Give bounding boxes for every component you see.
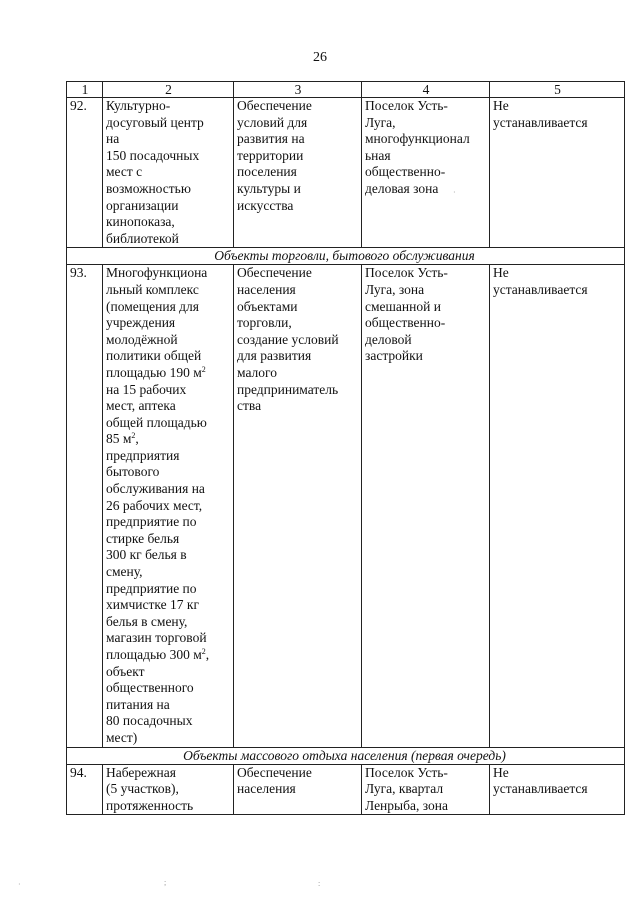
cell-line: химчистке 17 кг [106, 597, 199, 613]
page-number: 26 [313, 50, 327, 65]
cell-line: Не [493, 98, 509, 113]
cell-line: многофункционал [365, 131, 470, 147]
cell-line: мест) [106, 729, 138, 745]
cell-line: создание условий [237, 331, 339, 347]
cell-line: мест с [106, 164, 143, 180]
table-row [67, 98, 625, 248]
header-cell: 2 [103, 82, 234, 98]
cell-line: объект [106, 663, 145, 679]
table-cell [234, 98, 362, 248]
cell-line: малого [237, 364, 277, 380]
cell-line: условий для [237, 114, 308, 130]
table-cell [234, 265, 362, 747]
table-cell [234, 764, 362, 815]
cell-line: населения [237, 281, 296, 297]
cell-line: устанавливается [493, 114, 588, 130]
cell-line: Поселок Усть- [365, 764, 448, 780]
cell-line: (5 участков), [106, 781, 179, 797]
section-row [67, 248, 625, 265]
cell-line: 85 $м^2$, [106, 431, 139, 447]
cell-line: льный комплекс [106, 281, 199, 297]
cell-line: Луга, [365, 114, 396, 130]
cell-line: 80 посадочных [106, 713, 193, 729]
cell-line: устанавливается [493, 781, 588, 797]
cell-line: искусства [237, 197, 294, 213]
table-cell [103, 98, 234, 248]
cell-line: Луга, зона [365, 281, 425, 297]
cell-line: ьная [365, 147, 391, 163]
table-cell [103, 764, 234, 815]
cell-line: 26 рабочих мест, [106, 497, 203, 513]
document-table [66, 81, 625, 815]
table-cell [362, 764, 490, 815]
scan-speck: ; [164, 878, 167, 887]
cell-line: Не [493, 265, 509, 281]
cell-line: протяженность [106, 797, 194, 813]
cell-line: застройки [365, 348, 423, 364]
table-cell [490, 265, 625, 747]
cell-line: общественного [106, 680, 194, 696]
cell-line: площадью 190 $м^2$ [106, 364, 206, 380]
cell-line: предприятия [106, 447, 180, 463]
table-cell [490, 764, 625, 815]
cell-line: питания на [106, 696, 170, 712]
cell-line: Многофункциона [106, 265, 208, 281]
section-title: Объекты торговли, бытового обслуживания [67, 248, 625, 265]
cell-line: ства [237, 398, 262, 414]
cell-line: Обеспечение [237, 98, 312, 113]
cell-line: обслуживания на [106, 481, 205, 497]
cell-line: белья в смену, [106, 613, 188, 629]
cell-line: организации [106, 197, 179, 213]
cell-line: объектами [237, 298, 298, 314]
cell-line: Поселок Усть- [365, 265, 448, 281]
cell-line: (помещения для [106, 298, 199, 314]
cell-line: мест, аптека [106, 398, 176, 414]
header-cell: 1 [67, 82, 103, 98]
cell-line: площадью 300 $м^2$, [106, 647, 210, 662]
scan-speck: · [18, 880, 21, 889]
cell-line: для развития [237, 348, 312, 364]
cell-line: библиотекой [106, 230, 179, 246]
section-row [67, 747, 625, 764]
cell-line: развития на [237, 131, 305, 147]
row-number: 94. [67, 764, 103, 815]
header-row [67, 82, 625, 98]
cell-line: общественно- [365, 164, 446, 180]
table-row [67, 764, 625, 815]
scan-speck: · [453, 188, 456, 197]
cell-line: 150 посадочных [106, 147, 200, 163]
cell-line: возможностью [106, 180, 191, 196]
cell-line: населения [237, 781, 296, 797]
cell-line: устанавливается [493, 281, 588, 297]
row-number: 93. [67, 265, 103, 747]
cell-line: бытового [106, 464, 160, 480]
table-cell [362, 98, 490, 248]
cell-line: Ленрыба, зона [365, 797, 448, 813]
cell-line: Не [493, 764, 509, 780]
table-cell [362, 265, 490, 747]
cell-line: Обеспечение [237, 764, 312, 780]
cell-line: смену, [106, 564, 143, 580]
header-cell: 5 [490, 82, 625, 98]
row-number: 92. [67, 98, 103, 248]
cell-line: политики общей [106, 348, 202, 364]
table-cell [103, 265, 234, 747]
cell-line: досуговый центр [106, 114, 204, 130]
cell-line: предприятие по [106, 514, 197, 530]
cell-line: общественно- [365, 315, 446, 331]
cell-line: Луга, квартал [365, 781, 444, 797]
cell-line: Культурно- [106, 98, 171, 113]
cell-line: общей площадью [106, 414, 207, 430]
cell-line: на [106, 131, 120, 147]
table-row [67, 265, 625, 747]
cell-line: смешанной и [365, 298, 441, 314]
cell-line: Набережная [106, 764, 176, 780]
scan-speck: : [318, 879, 321, 888]
cell-line: деловая зона [365, 180, 439, 196]
cell-line: учреждения [106, 315, 176, 331]
cell-line: Поселок Усть- [365, 98, 448, 113]
cell-line: деловой [365, 331, 412, 347]
cell-line: территории [237, 147, 304, 163]
cell-line: культуры и [237, 180, 301, 196]
cell-line: предприятие по [106, 580, 197, 596]
cell-line: магазин торговой [106, 630, 207, 646]
cell-line: поселения [237, 164, 297, 180]
cell-line: 300 кг белья в [106, 547, 187, 563]
cell-line: на 15 рабочих [106, 381, 187, 397]
header-cell: 4 [362, 82, 490, 98]
cell-line: кинопоказа, [106, 214, 175, 230]
table-body [67, 82, 625, 815]
table-cell [490, 98, 625, 248]
cell-line: молодёжной [106, 331, 178, 347]
cell-line: стирке белья [106, 530, 180, 546]
cell-line: предприниматель [237, 381, 339, 397]
section-title: Объекты массового отдыха населения (первая очередь) [67, 747, 625, 764]
cell-line: Обеспечение [237, 265, 312, 281]
header-cell: 3 [234, 82, 362, 98]
cell-line: торговли, [237, 315, 292, 331]
